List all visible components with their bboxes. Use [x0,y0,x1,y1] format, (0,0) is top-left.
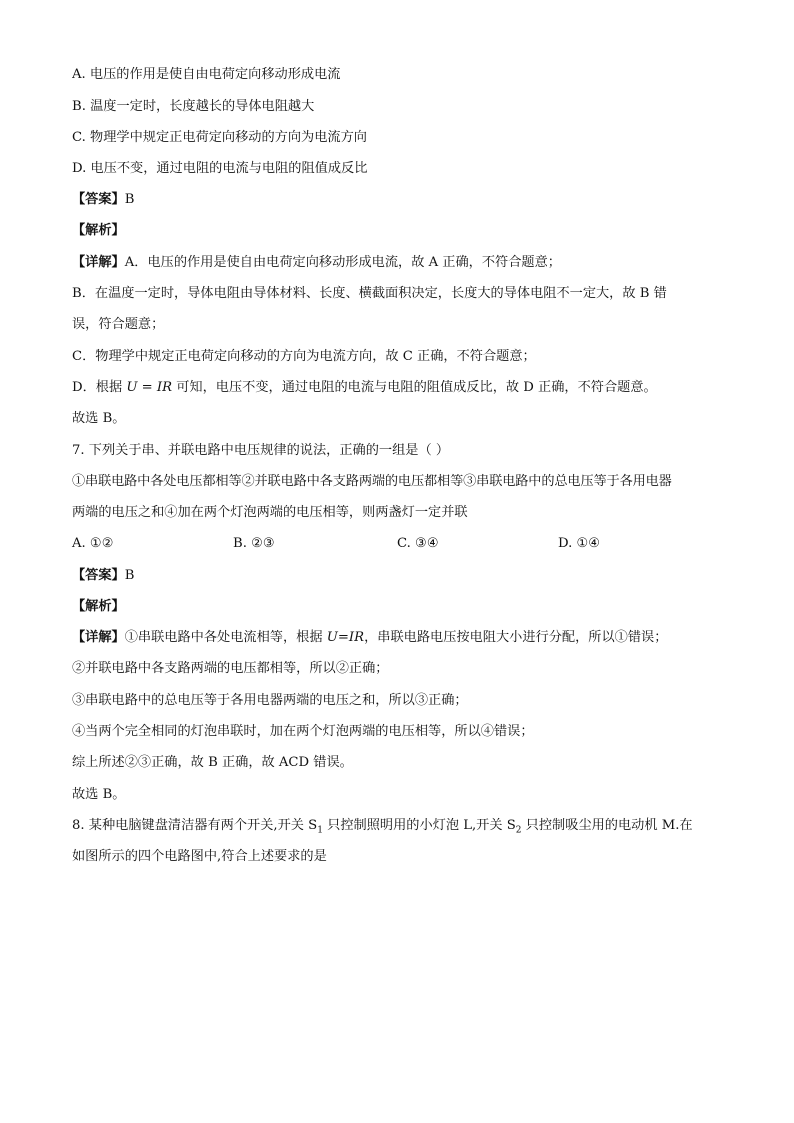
q7-stem: 7. 下列关于串、并联电路中电压规律的说法，正确的一组是（ ） [72,443,450,458]
q6-conclusion: 故选 B。 [72,411,126,426]
q7-detail-1 [72,629,732,647]
q6-answer [72,191,732,209]
q7-choices [72,535,732,553]
q6-option-c: C. 物理学中规定正电荷定向移动的方向为电流方向 [72,130,367,145]
q6-detail-a [72,254,732,272]
q7-conclusion: 故选 B。 [72,787,126,802]
detail-label: 【详解】 [72,255,125,270]
q6-detail-b-line2: 误，符合题意； [72,317,165,332]
formula-u-ir: U=IR [326,630,365,645]
q7-detail-2: ②并联电路中各支路两端的电压都相等，所以②正确； [72,661,389,676]
q7-answer [72,567,732,585]
detail-a-text: A．电压的作用是使自由电荷定向移动形成电流，故 A 正确，不符合题意； [124,255,561,270]
q7-choice-a: A. ①② [72,536,114,551]
q7-statements-line2: 两端的电压之和④加在两个灯泡两端的电压相等，则两盏灯一定并联 [72,505,468,520]
answer-value: B [124,192,135,207]
answer-value: B [124,568,135,583]
formula-u-ir: U = IR [126,380,173,395]
detail-1-post: ，串联电路电压按电阻大小进行分配，所以①错误； [364,630,668,645]
q8-stem-line1 [72,817,732,840]
answer-label: 【答案】 [72,568,125,583]
q6-option-b: B. 温度一定时，长度越长的导体电阻越大 [72,99,315,114]
q7-choice-b: B. ②③ [233,536,275,551]
q6-option-d: D. 电压不变，通过电阻的电流与电阻的阻值成反比 [72,161,368,176]
q8-stem-line2: 如图所示的四个电路图中,符合上述要求的是 [72,849,327,864]
q6-analysis-label: 【解析】 [72,223,125,238]
q6-detail-b-line1: B．在温度一定时，导体电阻由导体材料、长度、横截面积决定，长度大的导体电阻不一定大，故 B 错 [72,286,667,301]
subscript-2: 2 [515,825,522,836]
q7-choice-d: D. ①④ [558,536,601,551]
subscript-1: 1 [317,825,323,836]
detail-label: 【详解】 [72,630,125,645]
q7-statements-line1: ①串联电路中各处电压都相等②并联电路中各支路两端的电压都相等③串联电路中的总电压等于各用电器 [72,474,672,489]
q6-detail-d [72,379,732,397]
q7-analysis-label: 【解析】 [72,599,125,614]
answer-label: 【答案】 [72,192,125,207]
q8-stem-mid: 只控制照明用的小灯泡 L,开关 S [322,818,516,833]
q6-detail-c: C．物理学中规定正电荷定向移动的方向为电流方向，故 C 正确，不符合题意； [72,349,536,364]
q7-detail-3: ③串联电路中的总电压等于各用电器两端的电压之和，所以③正确； [72,693,468,708]
q8-stem-post: 只控制吸尘用的电动机 M.在 [521,818,693,833]
q7-detail-4: ④当两个完全相同的灯泡串联时，加在两个灯泡两端的电压相等，所以④错误； [72,724,534,739]
q7-choice-c: C. ③④ [397,536,439,551]
q6-option-a: A. 电压的作用是使自由电荷定向移动形成电流 [72,67,341,82]
q7-summary: 综上所述②③正确，故 B 正确，故 ACD 错误。 [72,755,353,770]
detail-1-pre: ①串联电路中各处电流相等，根据 [124,630,327,645]
detail-d-pre: D．根据 [72,380,127,395]
detail-d-post: 可知，电压不变，通过电阻的电流与电阻的阻值成反比，故 D 正确，不符合题意。 [172,380,657,395]
q8-stem-pre: 8. 某种电脑键盘清洁器有两个开关,开关 S [72,818,318,833]
